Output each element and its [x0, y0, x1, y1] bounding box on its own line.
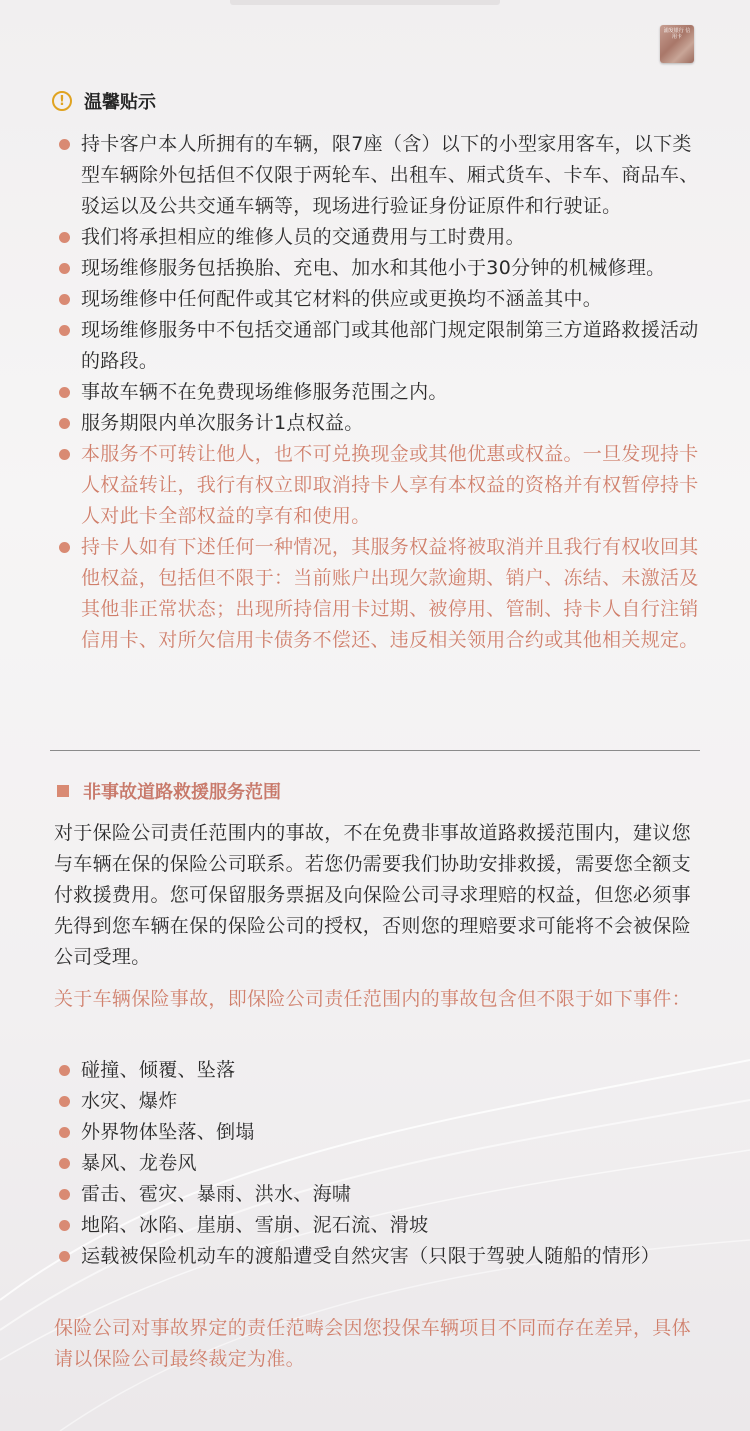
section-heading	[57, 778, 281, 804]
tip-item	[55, 129, 705, 222]
tip-item-text: 事故车辆不在免费现场维修服务范围之内。	[81, 381, 448, 403]
square-bullet-icon	[57, 785, 69, 797]
tip-item-text: 我们将承担相应的维修人员的交通费用与工时费用。	[81, 226, 525, 248]
bullet-dot-icon	[59, 1158, 70, 1169]
bullet-dot-icon	[59, 325, 70, 336]
accident-events-list	[55, 1055, 705, 1272]
tip-item	[55, 532, 705, 656]
event-item	[55, 1179, 705, 1210]
event-item	[55, 1055, 705, 1086]
bullet-dot-icon	[59, 139, 70, 150]
tip-item	[55, 439, 705, 532]
top-strip	[230, 0, 500, 5]
insurance-disclaimer: 保险公司对事故界定的责任范畴会因您投保车辆项目不同而存在差异，具体请以保险公司最终裁定为准。	[54, 1317, 691, 1370]
event-item-text: 外界物体坠落、倒塌	[81, 1121, 255, 1143]
tips-header	[50, 88, 156, 114]
tip-item	[55, 315, 705, 377]
tip-item-text: 服务期限内单次服务计1点权益。	[81, 412, 364, 434]
tip-item	[55, 253, 705, 284]
card-thumbnail-text: 浦发银行 信用卡	[663, 28, 691, 40]
tip-item-text: 现场维修服务中不包括交通部门或其他部门规定限制第三方道路救援活动的路段。	[81, 319, 699, 372]
tip-item-text: 本服务不可转让他人，也不可兑换现金或其他优惠或权益。一旦发现持卡人权益转让，我行有权立即取消持卡人享有本权益的资格并有权暂停持卡人对此卡全部权益的享有和使用。	[81, 443, 699, 527]
bullet-dot-icon	[59, 1220, 70, 1231]
warning-circle-icon: !	[52, 91, 72, 111]
event-item	[55, 1210, 705, 1241]
event-item	[55, 1241, 705, 1272]
bullet-dot-icon	[59, 542, 70, 553]
event-item-text: 水灾、爆炸	[81, 1090, 178, 1112]
bullet-dot-icon	[59, 1127, 70, 1138]
tip-item	[55, 377, 705, 408]
event-item-text: 碰撞、倾覆、坠落	[81, 1059, 236, 1081]
event-item-text: 运载被保险机动车的渡船遭受自然灾害（只限于驾驶人随船的情形）	[81, 1245, 661, 1267]
tip-item	[55, 408, 705, 439]
tip-item-text: 现场维修服务包括换胎、充电、加水和其他小于30分钟的机械修理。	[81, 257, 666, 279]
bullet-dot-icon	[59, 1251, 70, 1262]
tip-item	[55, 284, 705, 315]
event-item	[55, 1148, 705, 1179]
tip-item	[55, 222, 705, 253]
event-item	[55, 1086, 705, 1117]
bullet-dot-icon	[59, 449, 70, 460]
bullet-dot-icon	[59, 263, 70, 274]
bullet-dot-icon	[59, 1065, 70, 1076]
event-item-text: 暴风、龙卷风	[81, 1152, 197, 1174]
event-item-text: 地陷、冰陷、崖崩、雪崩、泥石流、滑坡	[81, 1214, 429, 1236]
tip-item-text: 现场维修中任何配件或其它材料的供应或更换均不涵盖其中。	[81, 288, 603, 310]
bullet-dot-icon	[59, 294, 70, 305]
section-title: 非事故道路救援服务范围	[83, 782, 281, 803]
tip-item-text: 持卡人如有下述任何一种情况，其服务权益将被取消并且我行有权收回其他权益，包括但不限于：当前账户出现欠款逾期、销户、冻结、未激活及其他非正常状态；出现所持信用卡过期、被停用、管制、持卡人自行注销信用卡、对所欠信用卡债务不偿还、违反相关领用合约或其他相关规定。	[81, 536, 699, 651]
insurance-accident-intro: 关于车辆保险事故，即保险公司责任范围内的事故包含但不限于如下事件：	[54, 988, 691, 1010]
bullet-dot-icon	[59, 1189, 70, 1200]
tips-list	[55, 129, 705, 656]
tips-title: 温馨贴示	[84, 92, 156, 113]
rescue-scope-paragraph: 对于保险公司责任范围内的事故，不在免费非事故道路救援范围内，建议您与车辆在保的保险公司联系。若您仍需要我们协助安排救援，需要您全额支付救援费用。您可保留服务票据及向保险公司寻求理赔的权益，但您必须事先得到您车辆在保的保险公司的授权，否则您的理赔要求可能将不会被保险公司受理。	[54, 822, 691, 968]
bullet-dot-icon	[59, 1096, 70, 1107]
event-item-text: 雷击、雹灾、暴雨、洪水、海啸	[81, 1183, 352, 1205]
credit-card-thumbnail	[660, 25, 694, 63]
event-item	[55, 1117, 705, 1148]
tip-item-text: 持卡客户本人所拥有的车辆，限7座（含）以下的小型家用客车，以下类型车辆除外包括但不仅限于两轮车、出租车、厢式货车、卡车、商品车、驳运以及公共交通车辆等，现场进行验证身份证原件和行驶证。	[81, 133, 699, 217]
bullet-dot-icon	[59, 387, 70, 398]
section-divider	[50, 750, 700, 751]
bullet-dot-icon	[59, 418, 70, 429]
bullet-dot-icon	[59, 232, 70, 243]
